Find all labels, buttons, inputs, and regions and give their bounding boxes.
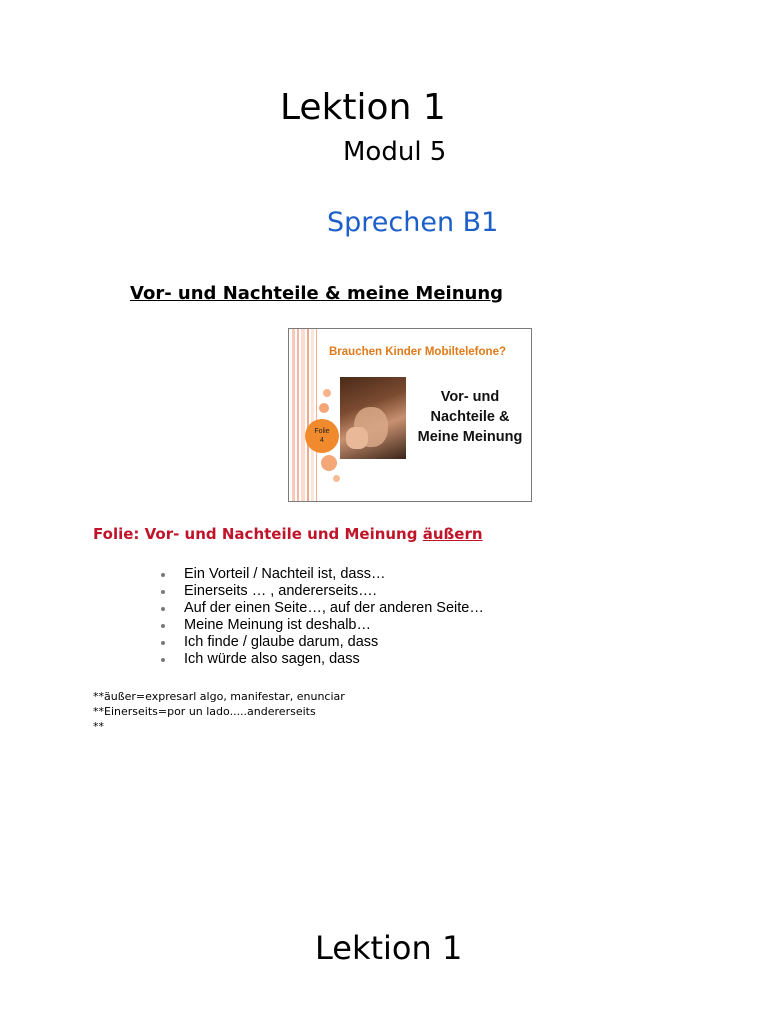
skill-heading: Sprechen B1 [327,207,499,238]
photo-hand [346,427,368,449]
folie-badge [305,419,339,453]
decor-dot [321,455,337,471]
page-title: Lektion 1 [280,87,446,128]
slide-thumbnail [288,328,532,502]
slide-stripe [297,329,299,501]
boy-with-phone-photo [340,377,406,459]
list-item: Ich finde / glaube darum, dass [160,634,484,651]
note-line: **Einerseits=por un lado.....andererseits [93,705,316,718]
topic-heading: Vor- und Nachteile & meine Meinung [130,283,504,304]
slide-stripe [292,329,295,501]
section-title-underlined: äußern [422,525,483,543]
footer-title: Lektion 1 [315,929,463,967]
slide-heading-line: Nachteile & [430,409,510,425]
list-item: Ich würde also sagen, dass [160,651,484,668]
slide-question: Brauchen Kinder Mobiltelefone? [329,346,506,358]
folie-badge-label: Folie [314,428,330,435]
decor-dot [333,475,340,482]
list-item: Einerseits … , andererseits…. [160,583,484,600]
decor-dot [323,389,331,397]
note-line: **äußer=expresarl algo, manifestar, enunciar [93,690,345,703]
slide-stripe [311,329,314,501]
list-item: Auf der einen Seite…, auf der anderen Seite… [160,600,484,617]
list-item: Ein Vorteil / Nachteil ist, dass… [160,566,484,583]
slide-stripe [316,329,317,501]
vocabulary-notes [93,689,345,734]
phrase-list [160,566,484,668]
section-title [93,524,483,544]
note-line: ** [93,720,104,733]
slide-stripe [301,329,305,501]
list-item: Meine Meinung ist deshalb… [160,617,484,634]
slide-heading-line: Meine Meinung [417,429,523,445]
module-subtitle: Modul 5 [343,137,447,167]
folie-badge-number: 4 [320,437,324,444]
slide-stripe [307,329,309,501]
section-title-text: Folie: Vor- und Nachteile und Meinung [93,525,423,543]
slide-heading-line: Vor- und [440,389,500,405]
decor-dot [319,403,329,413]
slide-heading [409,387,531,447]
